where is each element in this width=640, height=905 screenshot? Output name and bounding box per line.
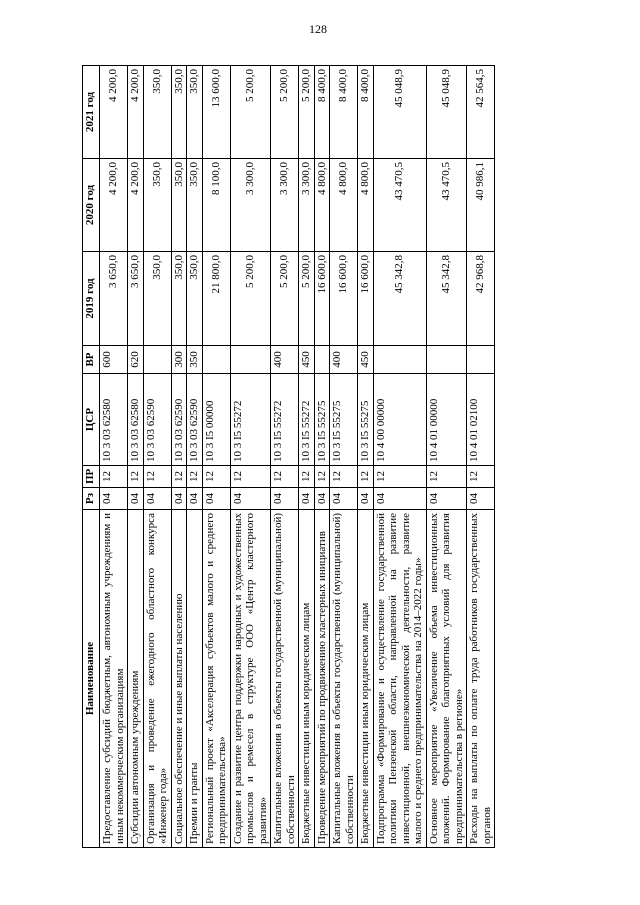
cell-pr: 12: [358, 466, 374, 488]
cell-2020: 43 470,5: [373, 159, 426, 252]
cell-csr: 10 3 I5 00000: [202, 374, 230, 466]
cell-pr: 12: [187, 466, 203, 488]
cell-vr: 400: [330, 346, 358, 374]
cell-vr: 600: [100, 346, 128, 374]
cell-2020: 4 800,0: [358, 159, 374, 252]
cell-pr: 12: [143, 466, 171, 488]
cell-vr: [202, 346, 230, 374]
cell-2021: 350,0: [143, 66, 171, 159]
cell-rz: 04: [426, 488, 467, 510]
cell-vr: [314, 346, 330, 374]
cell-2019: 350,0: [171, 252, 187, 346]
cell-vr: 350: [187, 346, 203, 374]
cell-2020: 4 200,0: [100, 159, 128, 252]
cell-2019: 45 342,8: [426, 252, 467, 346]
cell-2019: 21 800,0: [202, 252, 230, 346]
cell-csr: 10 3 I5 55275: [314, 374, 330, 466]
cell-rz: 04: [171, 488, 187, 510]
cell-csr: 10 4 01 00000: [426, 374, 467, 466]
cell-2021: 350,0: [187, 66, 203, 159]
cell-2019: 3 650,0: [100, 252, 128, 346]
header-pr: ПР: [83, 466, 100, 488]
table-row: [426, 66, 467, 848]
cell-2021: 42 564,5: [467, 66, 495, 159]
cell-2019: 350,0: [143, 252, 171, 346]
cell-rz: 04: [128, 488, 144, 510]
header-2021: 2021 год: [83, 66, 100, 159]
cell-name: Организация и проведение ежегодного областного конкурса «Инженер года»: [143, 510, 171, 848]
cell-vr: [143, 346, 171, 374]
cell-2021: 8 400,0: [358, 66, 374, 159]
cell-csr: 10 3 I5 55272: [299, 374, 315, 466]
cell-2019: 42 968,8: [467, 252, 495, 346]
cell-pr: 12: [271, 466, 299, 488]
header-2019: 2019 год: [83, 252, 100, 346]
cell-vr: 620: [128, 346, 144, 374]
table-row: [171, 66, 187, 848]
cell-2020: 4 200,0: [128, 159, 144, 252]
cell-rz: 04: [330, 488, 358, 510]
cell-vr: 450: [358, 346, 374, 374]
cell-rz: 04: [373, 488, 426, 510]
cell-2021: 8 400,0: [330, 66, 358, 159]
cell-vr: [230, 346, 271, 374]
cell-2021: 5 200,0: [271, 66, 299, 159]
cell-2019: 350,0: [187, 252, 203, 346]
cell-csr: 10 3 I5 55275: [358, 374, 374, 466]
cell-2019: 16 600,0: [358, 252, 374, 346]
cell-pr: 12: [426, 466, 467, 488]
page-number: 128: [309, 22, 327, 36]
cell-csr: 10 3 03 62580: [100, 374, 128, 466]
header-row: [83, 66, 100, 848]
cell-name: Расходы на выплаты по оплате труда работников государственных органов: [467, 510, 495, 848]
header-vr: ВР: [83, 346, 100, 374]
cell-2021: 45 048,9: [426, 66, 467, 159]
cell-2019: 16 600,0: [314, 252, 330, 346]
cell-2019: 5 200,0: [271, 252, 299, 346]
cell-pr: 12: [171, 466, 187, 488]
cell-vr: [467, 346, 495, 374]
cell-rz: 04: [187, 488, 203, 510]
cell-rz: 04: [271, 488, 299, 510]
cell-rz: 04: [230, 488, 271, 510]
table-row: [100, 66, 128, 848]
cell-2019: 5 200,0: [299, 252, 315, 346]
cell-vr: 300: [171, 346, 187, 374]
cell-2021: 4 200,0: [128, 66, 144, 159]
cell-name: Бюджетные инвестиции иным юридическим лицам: [358, 510, 374, 848]
cell-csr: 10 3 I5 55272: [230, 374, 271, 466]
cell-2021: 13 600,0: [202, 66, 230, 159]
cell-rz: 04: [467, 488, 495, 510]
table-row: [271, 66, 299, 848]
cell-csr: 10 3 03 62590: [143, 374, 171, 466]
cell-pr: 12: [202, 466, 230, 488]
cell-pr: 12: [230, 466, 271, 488]
header-csr: ЦСР: [83, 374, 100, 466]
table-row: [299, 66, 315, 848]
cell-name: Проведение мероприятий по продвижению кластерных инициатив: [314, 510, 330, 848]
cell-2020: 40 986,1: [467, 159, 495, 252]
table-row: [373, 66, 426, 848]
table-row: [128, 66, 144, 848]
cell-rz: 04: [299, 488, 315, 510]
cell-csr: 10 3 I5 55275: [330, 374, 358, 466]
cell-pr: 12: [330, 466, 358, 488]
cell-vr: 450: [299, 346, 315, 374]
cell-2020: 8 100,0: [202, 159, 230, 252]
cell-name: Социальное обеспечение и иные выплаты населению: [171, 510, 187, 848]
cell-name: Премии и гранты: [187, 510, 203, 848]
table-row: [230, 66, 271, 848]
cell-2019: 16 600,0: [330, 252, 358, 346]
rotated-table-container: [82, 66, 558, 848]
cell-2020: 350,0: [187, 159, 203, 252]
cell-name: Подпрограмма «Формирование и осуществление государственной политики Пензенской области, направленной на развитие инвестиционной, внешнеэкономической деятельности, развитие малого и среднего предпринимательства на 2014–2022 годы»: [373, 510, 426, 848]
table-row: [187, 66, 203, 848]
cell-2021: 5 200,0: [299, 66, 315, 159]
cell-pr: 12: [128, 466, 144, 488]
cell-pr: 12: [100, 466, 128, 488]
cell-2020: 350,0: [143, 159, 171, 252]
cell-2019: 5 200,0: [230, 252, 271, 346]
cell-rz: 04: [100, 488, 128, 510]
cell-vr: [373, 346, 426, 374]
cell-2019: 45 342,8: [373, 252, 426, 346]
header-2020: 2020 год: [83, 159, 100, 252]
cell-rz: 04: [314, 488, 330, 510]
cell-2021: 45 048,9: [373, 66, 426, 159]
cell-name: Капитальные вложения в объекты государственной (муниципальной) собственности: [330, 510, 358, 848]
table-row: [358, 66, 374, 848]
cell-vr: [426, 346, 467, 374]
cell-2021: 4 200,0: [100, 66, 128, 159]
table-row: [202, 66, 230, 848]
cell-2020: 3 300,0: [271, 159, 299, 252]
cell-pr: 12: [373, 466, 426, 488]
cell-name: Капитальные вложения в объекты государственной (муниципальной) собственности: [271, 510, 299, 848]
cell-name: Региональный проект «Акселерация субъектов малого и среднего предпринимательства»: [202, 510, 230, 848]
cell-2020: 4 800,0: [314, 159, 330, 252]
cell-csr: 10 3 03 62590: [171, 374, 187, 466]
cell-rz: 04: [202, 488, 230, 510]
cell-2021: 350,0: [171, 66, 187, 159]
cell-rz: 04: [358, 488, 374, 510]
cell-csr: 10 4 00 00000: [373, 374, 426, 466]
table-row: [314, 66, 330, 848]
cell-pr: 12: [467, 466, 495, 488]
cell-vr: 400: [271, 346, 299, 374]
cell-csr: 10 3 03 62580: [128, 374, 144, 466]
cell-csr: 10 3 03 62590: [187, 374, 203, 466]
cell-2020: 3 300,0: [230, 159, 271, 252]
cell-2021: 5 200,0: [230, 66, 271, 159]
cell-name: Создание и развитие центра поддержки народных и художественных промыслов и ремесел в структуре ООО «Центр кластерного развития»: [230, 510, 271, 848]
cell-csr: 10 3 I5 55272: [271, 374, 299, 466]
cell-name: Субсидии автономным учреждениям: [128, 510, 144, 848]
cell-2020: 350,0: [171, 159, 187, 252]
cell-2020: 43 470,5: [426, 159, 467, 252]
cell-pr: 12: [314, 466, 330, 488]
cell-2020: 3 300,0: [299, 159, 315, 252]
cell-name: Предоставление субсидий бюджетным, автономным учреждениям и иным некоммерческим организациям: [100, 510, 128, 848]
cell-name: Основное мероприятие «Увеличение объема инвестиционных вложений. Формирование благоприятных условий для развития предпринимательства в регионе»: [426, 510, 467, 848]
cell-2020: 4 800,0: [330, 159, 358, 252]
cell-2021: 8 400,0: [314, 66, 330, 159]
cell-rz: 04: [143, 488, 171, 510]
header-rz: Рз: [83, 488, 100, 510]
header-name: Наименование: [83, 510, 100, 848]
table-row: [143, 66, 171, 848]
cell-2019: 3 650,0: [128, 252, 144, 346]
cell-csr: 10 4 01 02100: [467, 374, 495, 466]
table-row: [467, 66, 495, 848]
table-row: [330, 66, 358, 848]
cell-name: Бюджетные инвестиции иным юридическим лицам: [299, 510, 315, 848]
cell-pr: 12: [299, 466, 315, 488]
budget-table: [82, 65, 495, 848]
